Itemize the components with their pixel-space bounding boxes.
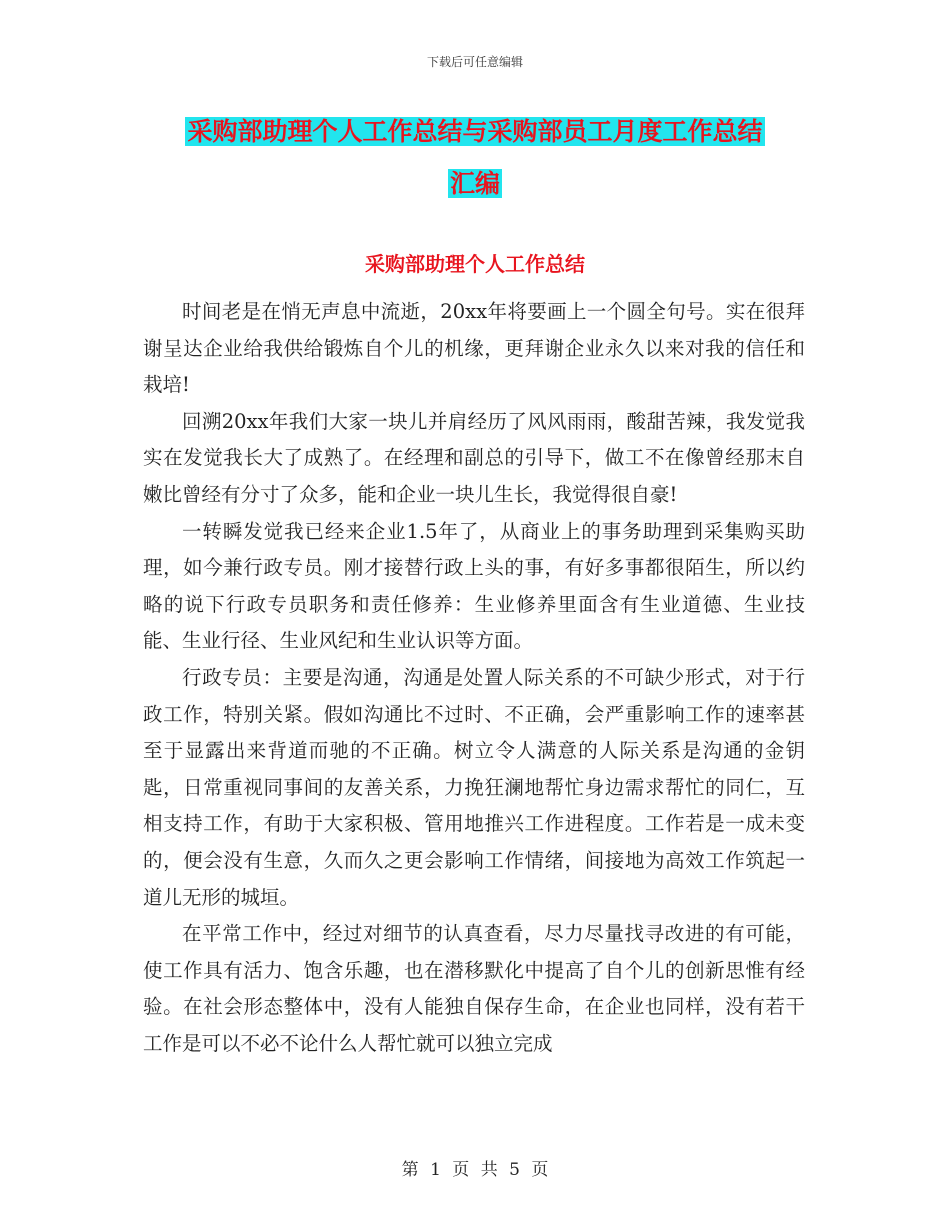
- document-title: [145, 106, 805, 210]
- paragraph: 时间老是在悄无声息中流逝，20xx年将要画上一个圆全句号。实在很拜谢呈达企业给我供给锻炼自个儿的机缘，更拜谢企业永久以来对我的信任和栽培!: [143, 300, 805, 397]
- paragraph: 回溯20xx年我们大家一块儿并肩经历了风风雨雨，酸甜苦辣，我发觉我实在发觉我长大了成熟了。在经理和副总的引导下，做工不在像曾经那末自嫩比曾经有分寸了众多，能和企业一块儿生长，我觉得很自豪!: [143, 409, 805, 506]
- document-title-line-1: 采购部助理个人工作总结与采购部员工月度工作总结: [187, 117, 763, 146]
- paragraph: 行政专员：主要是沟通，沟通是处置人际关系的不可缺少形式，对于行政工作，特别关紧。假如沟通比不过时、不正确，会严重影响工作的速率甚至于显露出来背道而驰的不正确。树立令人满意的人际关系是沟通的金钥匙，日常重视同事间的友善关系，力挽狂澜地帮忙身边需求帮忙的同仁，互相支持工作，有助于大家积极、管用地推兴工作进程度。工作若是一成未变的，便会没有生意，久而久之更会影响工作情绪，间接地为高效工作筑起一道儿无形的城垣。: [143, 665, 805, 909]
- section-title: 采购部助理个人工作总结: [365, 252, 585, 276]
- page-footer: 第 1 页 共 5 页: [401, 1160, 549, 1180]
- document-title-line-2: 汇编: [449, 169, 500, 198]
- document-body: [143, 294, 805, 1062]
- paragraph: 一转瞬发觉我已经来企业1.5年了，从商业上的事务助理到采集购买助理，如今兼行政专员。刚才接替行政上头的事，有好多事都很陌生，所以约略的说下行政专员职务和责任修养：生业修养里面含有生业道德、生业技能、生业行径、生业风纪和生业认识等方面。: [143, 519, 805, 653]
- paragraph: 在平常工作中，经过对细节的认真查看，尽力尽量找寻改进的有可能，使工作具有活力、饱含乐趣，也在潜移默化中提高了自个儿的创新思惟有经验。在社会形态整体中，没有人能独自保存生命，在企业也同样，没有若干工作是可以不必不论什么人帮忙就可以独立完成: [143, 922, 805, 1055]
- header-note: 下载后可任意编辑: [426, 55, 523, 69]
